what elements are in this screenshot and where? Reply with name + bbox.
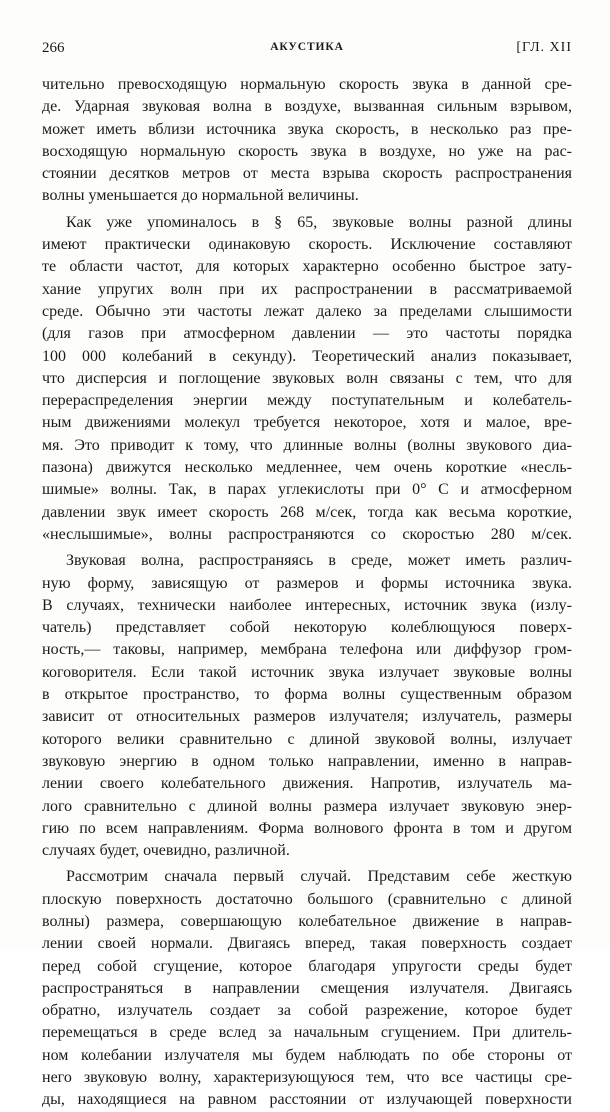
- text-line: пазона) движутся несколько медленнее, чем очень короткие «несль-: [42, 459, 572, 477]
- text-line: что дисперсия и поглощение звуковых волн связаны с тем, что для: [42, 369, 572, 387]
- text-line: стоянии десятков метров от места взрыва скорость распространения: [42, 165, 572, 183]
- text-line: Рассмотрим сначала первый случай. Представим себе жесткую: [66, 868, 572, 886]
- text-line: перемещаться в среде вслед за начальным сгущением. При длитель-: [42, 1024, 572, 1042]
- text-line: ную форму, зависящую от размеров и формы источника звука.: [42, 574, 572, 592]
- running-head: [42, 40, 572, 60]
- text-line: хание упругих волн при их распространении в рассматриваемой: [42, 280, 572, 298]
- text-line: восходящую нормальную скорость звука в воздухе, но уже на рас-: [42, 142, 572, 160]
- text-line: гию по всем направлениям. Форма волнового фронта в том и другом: [42, 819, 572, 837]
- chapter-reference: [ГЛ. XII: [516, 40, 572, 55]
- text-line: коговорителя. Если такой источник звука излучает звуковые волны: [42, 663, 572, 681]
- text-line: ном колебании излучателя мы будем наблюдать по обе стороны от: [42, 1046, 572, 1064]
- text-line: среде. Обычно эти частоты лежат далеко за пределами слышимости: [42, 302, 572, 320]
- text-line: де. Ударная звуковая волна в воздухе, вызванная сильным взрывом,: [42, 98, 572, 116]
- text-line: ды, находящиеся на равном расстоянии от излучающей поверхности: [42, 1091, 572, 1109]
- page-number: 266: [42, 40, 65, 56]
- text-line: Звуковая волна, распространяясь в среде, может иметь различ-: [66, 552, 572, 570]
- paragraph: [42, 866, 572, 1111]
- text-line: случаях будет, очевидно, различной.: [42, 842, 290, 860]
- text-line: лого сравнительно с длиной волны размера излучает звуковую энер-: [42, 797, 572, 815]
- text-line: которого велики сравнительно с длиной звуковой волны, излучает: [42, 730, 572, 748]
- text-line: в открытое пространство, то форма волны существенным образом: [42, 686, 572, 704]
- text-line: (для газов при атмосферном давлении — это частоты порядка: [42, 325, 572, 343]
- text-line: перераспределения энергии между поступательным и колебатель-: [42, 392, 572, 410]
- paragraph: [42, 74, 572, 208]
- body-text: [42, 74, 572, 1112]
- text-line: звуковую энергию в одном только направлении, именно в направ-: [42, 752, 572, 770]
- text-line: имеют практически одинаковую скорость. Исключение составляют: [42, 236, 572, 254]
- text-line: шимые» волны. Так, в парах углекислоты при 0° C и атмосферном: [42, 481, 572, 499]
- text-line: лении своей нормали. Двигаясь вперед, такая поверхность создает: [42, 935, 572, 953]
- text-line: давлении звук имеет скорость 268 м/сек, тогда как весьма короткие,: [42, 503, 572, 521]
- text-line: 100 000 колебаний в секунду). Теоретический анализ показывает,: [42, 347, 572, 365]
- text-line: мя. Это приводит к тому, что длинные волны (волны звукового диа-: [42, 436, 572, 454]
- text-line: перед собой сгущение, которое благодаря упругости среды будет: [42, 957, 572, 975]
- paragraph: [42, 212, 572, 546]
- text-line: обратно, излучатель создает за собой разрежение, которое будет: [42, 1002, 572, 1020]
- text-line: волны) размера, совершающую колебательное движение в направ-: [42, 912, 572, 930]
- text-line: плоскую поверхность достаточно большого (сравнительно с длиной: [42, 890, 572, 908]
- text-line: может иметь вблизи источника звука скорость, в несколько раз пре-: [42, 120, 572, 138]
- text-line: зависит от относительных размеров излучателя; излучатель, размеры: [42, 708, 572, 726]
- text-line: распространяться в направлении смещения излучателя. Двигаясь: [42, 979, 572, 997]
- running-title: АКУСТИКА: [270, 41, 344, 53]
- text-line: те области частот, для которых характерно особенно быстрое зату-: [42, 258, 572, 276]
- text-line: «неслышимые», волны распространяются со скоростью 280 м/сек.: [42, 525, 572, 543]
- text-line: лении своего колебательного движения. Напротив, излучатель ма-: [42, 775, 572, 793]
- paragraph: [42, 550, 572, 862]
- text-line: ность,— таковы, например, мембрана телефона или диффузор гром-: [42, 641, 572, 659]
- text-line: волны уменьшается до нормальной величины.: [42, 187, 359, 205]
- text-line: чатель) представляет собой некоторую колеблющуюся поверх-: [42, 619, 572, 637]
- text-line: В случаях, технически наиболее интересных, источник звука (излу-: [42, 596, 572, 614]
- text-line: Как уже упоминалось в § 65, звуковые волны разной длины: [66, 213, 572, 231]
- text-line: чительно превосходящую нормальную скорость звука в данной сре-: [42, 76, 572, 93]
- text-line: ным движениями молекул требуется некоторое, хотя и малое, вре-: [42, 414, 572, 432]
- text-line: него звуковую волну, характеризующуюся тем, что все частицы сре-: [42, 1069, 572, 1087]
